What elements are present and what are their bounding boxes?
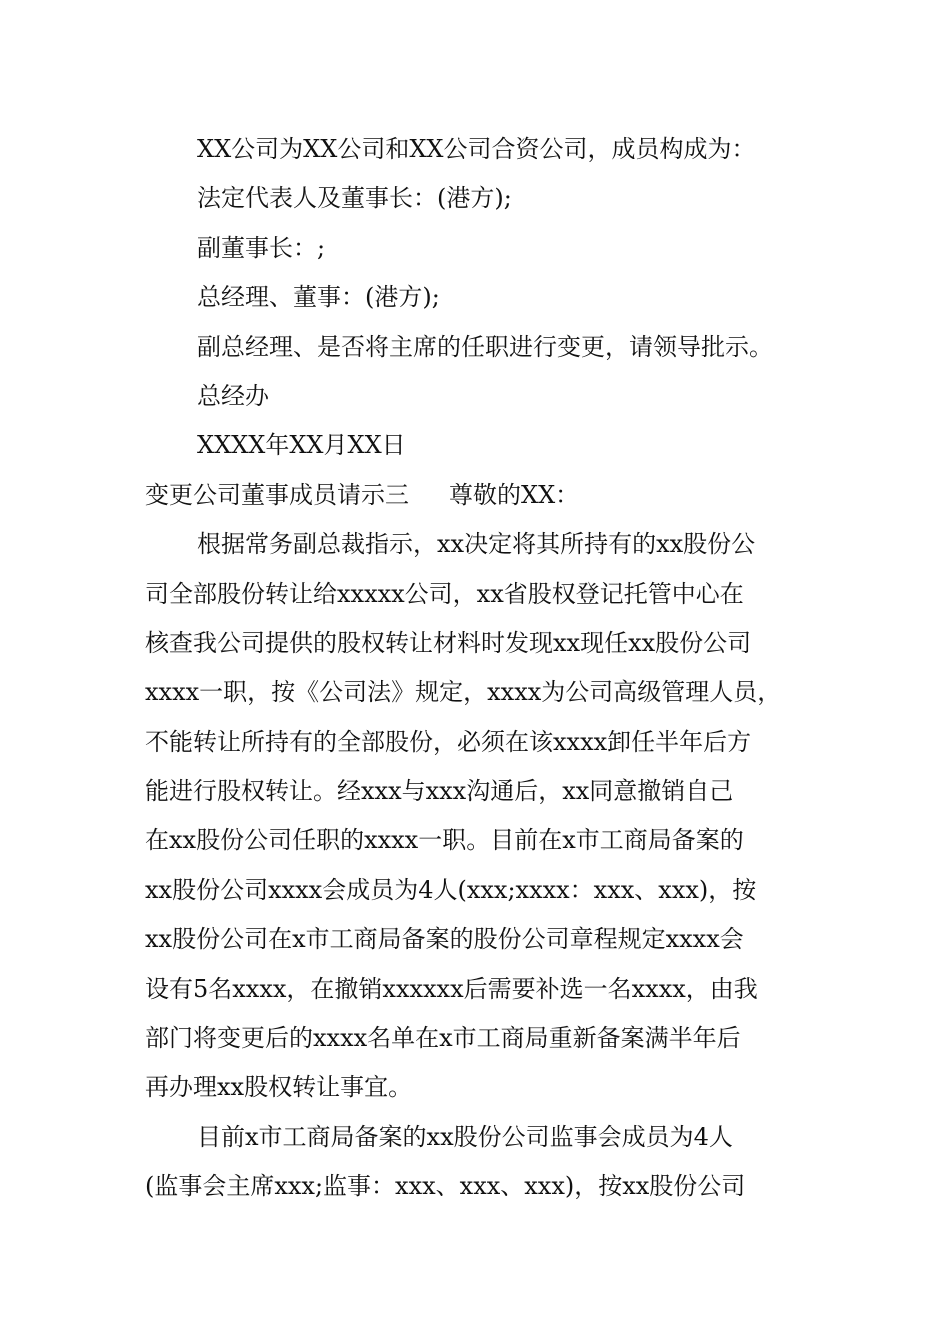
paragraph-line: 部门将变更后的xxxx名单在x市工商局重新备案满半年后 xyxy=(145,1024,741,1053)
paragraph-line: 在xx股份公司任职的xxxx一职。目前在x市工商局备案的 xyxy=(145,826,744,855)
paragraph-line: 核查我公司提供的股权转让材料时发现xx现任xx股份公司 xyxy=(145,628,752,657)
paragraph-line: 设有5名xxxx，在撤销xxxxxx后需要补选一名xxxx，由我 xyxy=(145,974,758,1003)
salutation: 尊敬的XX： xyxy=(449,480,580,509)
text-line: XX公司为XX公司和XX公司合资公司，成员构成为： xyxy=(197,135,756,163)
paragraph-line: xxxx一职，按《公司法》规定，xxxx为公司高级管理人员， xyxy=(145,678,782,707)
paragraph-line: 根据常务副总裁指示，xx决定将其所持有的xx股份公 xyxy=(197,530,756,559)
text-line: 法定代表人及董事长：(港方); xyxy=(197,184,512,213)
paragraph-line: xx股份公司xxxx会成员为4人(xxx;xxxx：xxx、xxx)，按 xyxy=(145,875,757,904)
paragraph-line: (监事会主席xxx;监事：xxx、xxx、xxx)，按xx股份公司 xyxy=(145,1172,746,1201)
document-body xyxy=(145,125,825,1212)
text-line: 总经理、董事：(港方); xyxy=(197,283,440,312)
paragraph-line: xx股份公司在x市工商局备案的股份公司章程规定xxxx会 xyxy=(145,925,744,954)
paragraph-line: 司全部股份转让给xxxxx公司，xx省股权登记托管中心在 xyxy=(145,579,744,608)
paragraph-line: 能进行股权转让。经xxx与xxx沟通后，xx同意撤销自己 xyxy=(145,777,734,806)
text-line: 副董事长：; xyxy=(197,233,326,262)
paragraph-line: 目前x市工商局备案的xx股份公司监事会成员为4人 xyxy=(197,1122,733,1151)
section-title: 变更公司董事成员请示三 xyxy=(145,480,409,509)
text-line: 副总经理、是否将主席的任职进行变更，请领导批示。 xyxy=(197,332,773,361)
signature-date: XXXX年XX月XX日 xyxy=(197,431,406,460)
paragraph-line: 再办理xx股权转让事宜。 xyxy=(145,1073,413,1102)
paragraph-line: 不能转让所持有的全部股份，必须在该xxxx卸任半年后方 xyxy=(145,727,752,756)
signature-department: 总经办 xyxy=(197,381,269,410)
section-heading-line xyxy=(145,471,825,520)
